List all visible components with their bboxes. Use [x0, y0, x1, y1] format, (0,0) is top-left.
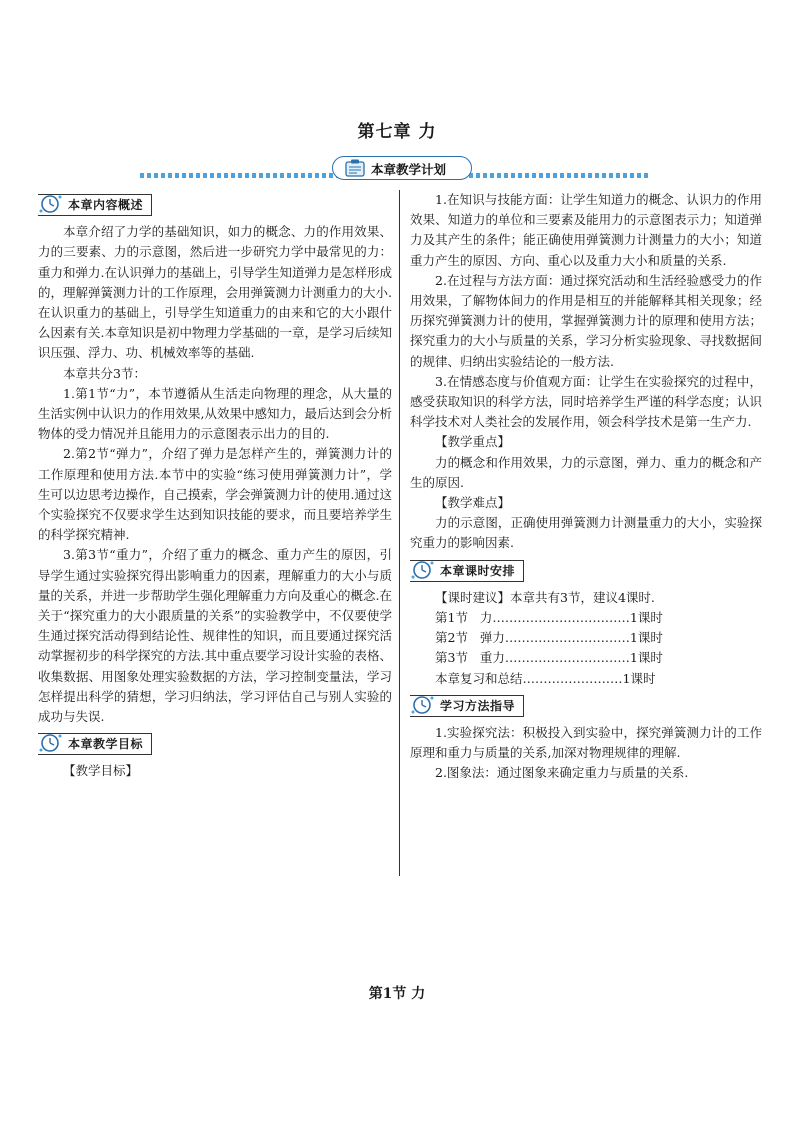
key-points-label: 【教学重点】 — [435, 434, 511, 450]
difficulties-label: 【教学难点】 — [435, 495, 511, 511]
goals-subheading: 【教学目标】 — [63, 763, 139, 779]
methods-heading — [410, 695, 524, 717]
goal-process: 2.在过程与方法方面：通过探究活动和生活经验感受力的作用效果，了解物体间力的作用是相互的并能解释其相关现象；经历探究弹簧测力计的使用，掌握弹簧测力计的原理和使用方法；探究重力的大小与质量的关系，学习分析实验现象、寻找数据间的规律、归纳出实验结论的一般方法. — [410, 272, 762, 369]
clock-icon — [410, 694, 438, 716]
section-title: 第1节 力 — [368, 986, 426, 1002]
overview-heading-label: 本章内容概述 — [68, 197, 144, 212]
schedule-heading — [410, 560, 524, 582]
overview-paragraph-5: 3.第3节“重力”，介绍了重力的概念、重力产生的原因，引导学生通过实验探究得出影响重力的因素，理解重力的大小与质量的关系，并进一步帮助学生强化理解重力方向及重心的概念.在关于“探究重力的大小跟质量的关系”的实验教学中，不仅要使学生通过探究活动得到结论性、规律性的知识，而且要通过探究活动掌握初步的科学探究的方法.其中重点要学习设计实验的表格、收集数据、用图象处理实验数据的方法，学习控制变量法，学习怎样提出科学的猜想，学习归纳法，学习评估自己与别人实验的成功与失误. — [38, 547, 392, 725]
left-column — [38, 192, 392, 782]
overview-heading — [38, 194, 152, 216]
schedule-row: 第3节 重力…………………………1课时 — [435, 650, 663, 666]
schedule-row: 第1节 力……………………………1课时 — [435, 610, 663, 626]
key-points-text: 力的概念和作用效果，力的示意图，弹力、重力的概念和产生的原因. — [410, 454, 762, 490]
clock-icon — [38, 193, 66, 215]
method-graph: 2.图象法：通过图象来确定重力与质量的关系. — [435, 765, 689, 781]
goals-heading — [38, 733, 152, 755]
schedule-suggestion: 【课时建议】本章共有3节，建议4课时. — [435, 589, 655, 605]
clock-icon — [410, 559, 438, 581]
overview-paragraph-2: 本章共分3节： — [63, 365, 146, 381]
overview-paragraph-4: 2.第2节“弹力”，介绍了弹力是怎样产生的，弹簧测力计的工作原理和使用方法.本节中的实验“练习使用弹簧测力计”，学生可以边思考边操作，自己摸索，学会弹簧测力计的使用.通过这个实验探究不仅要求学生达到知识技能的要求，而且要培养学生的科学探究精神. — [38, 446, 392, 543]
banner-tab — [332, 156, 472, 180]
right-column — [410, 190, 762, 784]
difficulties-text: 力的示意图，正确使用弹簧测力计测量重力的大小，实验探究重力的影响因素. — [410, 515, 762, 551]
goals-heading-label: 本章教学目标 — [68, 737, 144, 752]
overview-paragraph-3: 1.第1节“力”，本节遵循从生活走向物理的理念，从大量的生活实例中认识力的作用效果,从效果中感知力，最后达到会分析物体的受力情况并且能用力的示意图表示出力的目的. — [38, 385, 392, 442]
plan-banner — [140, 154, 650, 184]
schedule-row: 本章复习和总结……………………1课时 — [435, 670, 656, 686]
chapter-title: 第七章 力 — [357, 122, 437, 142]
plan-banner-label: 本章教学计划 — [371, 162, 447, 177]
clock-icon — [38, 732, 66, 754]
goal-attitude: 3.在情感态度与价值观方面：让学生在实验探究的过程中，感受获取知识的科学方法，同时培养学生严谨的科学态度；认识科学技术对人类社会的发展作用，领会科学技术是第一生产力. — [410, 373, 762, 430]
methods-heading-label: 学习方法指导 — [440, 698, 516, 713]
overview-paragraph-1: 本章介绍了力学的基础知识，如力的概念、力的作用效果、力的三要素、力的示意图，然后进一步研究力学中最常见的力：重力和弹力.在认识弹力的基础上，引导学生知道弹力是怎样形成的，理解弹簧测力计的工作原理，会用弹簧测力计测重力的大小.在认识重力的基础上，引导学生知道重力的由来和它的大小跟什么因素有关.本章知识是初中物理力学基础的一章，是学习后续知识压强、浮力、功、机械效率等的基础. — [38, 224, 392, 361]
clipboard-icon — [343, 158, 369, 178]
column-divider — [399, 190, 400, 876]
schedule-row: 第2节 弹力…………………………1课时 — [435, 630, 663, 646]
goal-knowledge: 1.在知识与技能方面：让学生知道力的概念、认识力的作用效果、知道力的单位和三要素及能用力的示意图表示力；知道弹力及其产生的条件；能正确使用弹簧测力计测量力的大小；知道重力产生的原因、方向、重心以及重力大小和质量的关系. — [410, 192, 762, 268]
method-experiment: 1.实验探究法：积极投入到实验中，探究弹簧测力计的工作原理和重力与质量的关系,加深对物理规律的理解. — [410, 725, 762, 761]
schedule-heading-label: 本章课时安排 — [440, 563, 516, 578]
